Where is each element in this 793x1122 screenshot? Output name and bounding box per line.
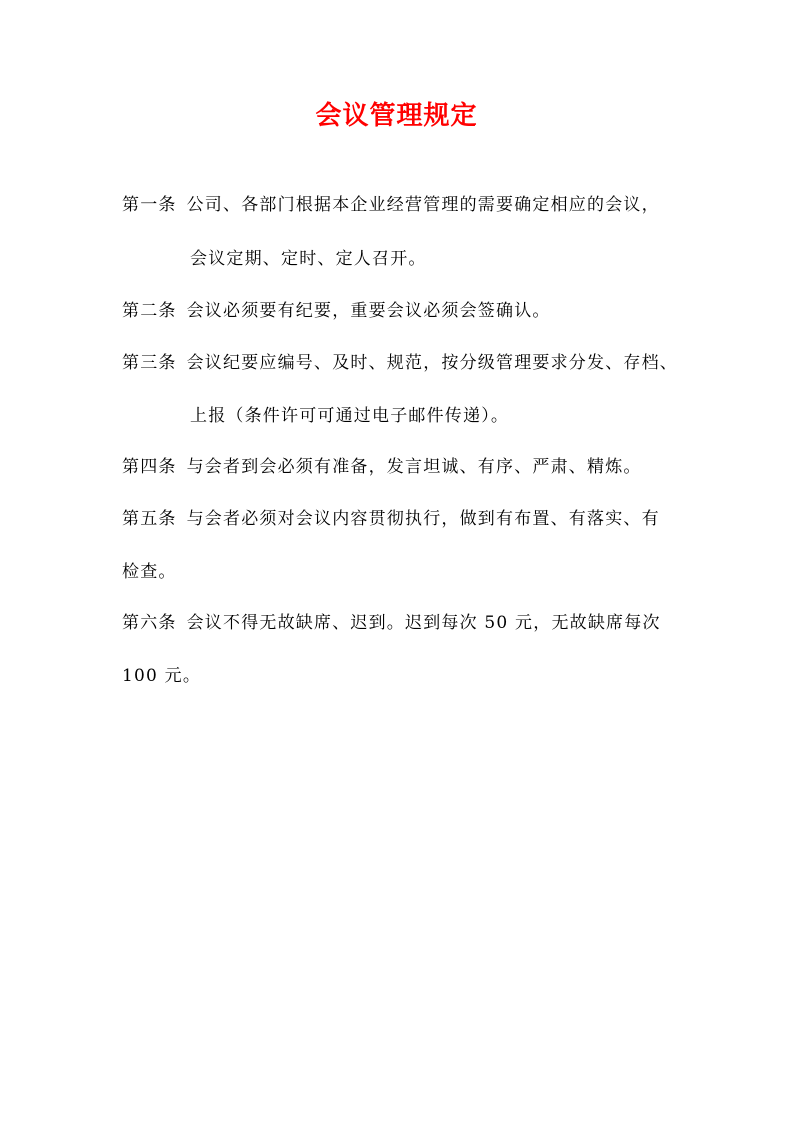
article-label: 第五条 bbox=[122, 509, 177, 529]
article-6-continuation: 100 元。 bbox=[122, 666, 202, 686]
article-text: 与会者必须对会议内容贯彻执行，做到有布置、有落实、有 bbox=[186, 509, 660, 529]
article-text: 公司、各部门根据本企业经营管理的需要确定相应的会议， bbox=[186, 195, 660, 215]
article-5-continuation: 检查。 bbox=[122, 562, 177, 582]
article-1 bbox=[122, 193, 660, 217]
article-text: 会议纪要应编号、及时、规范，按分级管理要求分发、存档、 bbox=[186, 353, 679, 373]
article-1-continuation: 会议定期、定时、定人召开。 bbox=[190, 249, 427, 269]
article-label: 第六条 bbox=[122, 613, 177, 633]
article-3 bbox=[122, 351, 678, 375]
document-title: 会议管理规定 bbox=[315, 101, 478, 131]
article-6 bbox=[122, 611, 661, 635]
article-5 bbox=[122, 507, 660, 531]
article-label: 第二条 bbox=[122, 301, 177, 321]
article-label: 第三条 bbox=[122, 353, 177, 373]
article-label: 第四条 bbox=[122, 457, 177, 477]
article-4 bbox=[122, 455, 642, 479]
article-3-continuation: 上报（条件许可可通过电子邮件传递）。 bbox=[190, 406, 510, 426]
article-label: 第一条 bbox=[122, 195, 177, 215]
article-2 bbox=[122, 299, 551, 323]
article-text: 会议不得无故缺席、迟到。迟到每次 50 元，无故缺席每次 bbox=[186, 613, 661, 633]
article-text: 与会者到会必须有准备，发言坦诚、有序、严肃、精炼。 bbox=[186, 457, 642, 477]
article-text: 会议必须要有纪要，重要会议必须会签确认。 bbox=[186, 301, 551, 321]
